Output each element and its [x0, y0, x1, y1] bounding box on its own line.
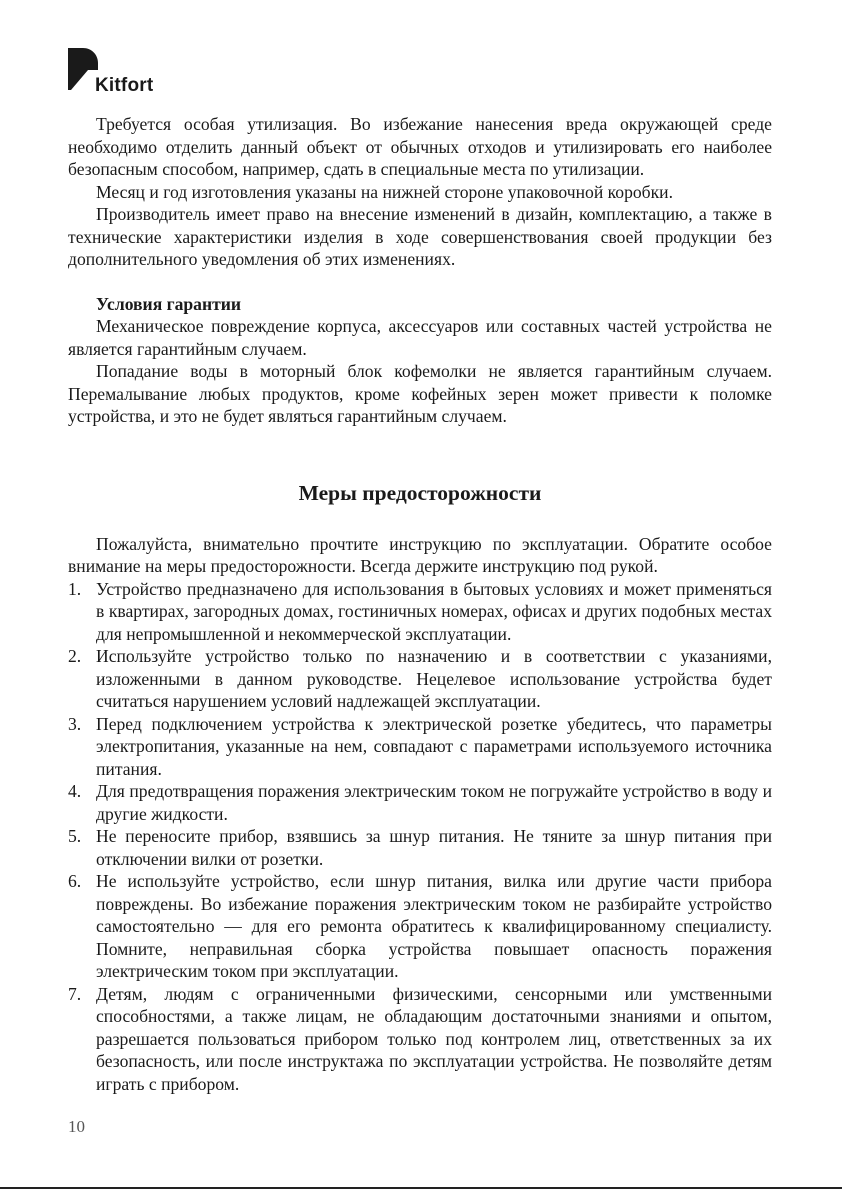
- list-item-number: 2.: [68, 646, 82, 666]
- section-title: Меры предосторожности: [298, 480, 542, 505]
- list-item: [68, 713, 772, 781]
- list-item-text: Используйте устройство только по назначению и в соответствии с указаниями, изложенными в данном руководстве. Нецелевое использование устройства будет считаться нарушением условий надлежащей эксплуатации.: [96, 646, 772, 711]
- list-item: [68, 578, 772, 646]
- bottom-divider: [0, 1187, 842, 1189]
- warranty-paragraph: Попадание воды в моторный блок кофемолки не является гарантийным случаем. Перемалывание любых продуктов, кроме кофейных зерен может привести к поломке устройства, и это не будет являться гарантийным случаем.: [68, 361, 772, 426]
- kitfort-logo-icon: [68, 48, 98, 98]
- brand-logo: [68, 48, 208, 98]
- list-item-number: 1.: [68, 578, 82, 599]
- page-content: [68, 113, 772, 1095]
- intro-paragraph: Производитель имеет право на внесение изменений в дизайн, комплектацию, а также в технические характеристики изделия в ходе совершенствования своей продукции без дополнительного уведомления об этих изменениях.: [68, 204, 772, 269]
- brand-name: Kitfort: [95, 75, 154, 96]
- intro-paragraph: Требуется особая утилизация. Во избежание нанесения вреда окружающей среде необходимо отделить данный объект от обычных отходов и утилизировать его наиболее безопасным способом, например, сдать в специальные места по утилизации.: [68, 114, 772, 179]
- list-item: [68, 825, 772, 870]
- precautions-list: [68, 578, 772, 1096]
- intro-paragraph: Месяц и год изготовления указаны на нижней стороне упаковочной коробки.: [96, 181, 673, 202]
- list-item-text: Перед подключением устройства к электрической розетке убедитесь, что параметры электропитания, указанные на нем, совпадают с параметрами используемого источника питания.: [96, 713, 772, 779]
- list-item-text: Детям, людям с ограниченными физическими, сенсорными или умственными способностями, а также лицам, не обладающим достаточными знаниями и опытом, разрешается пользоваться прибором только под контролем лиц, ответственных за их безопасность, или после инструктажа по эксплуатации устройства. Не позволяйте детям играть с прибором.: [96, 983, 772, 1094]
- page-number: 10: [68, 1117, 85, 1136]
- list-item-text: Не переносите прибор, взявшись за шнур питания. Не тяните за шнур питания при отключении вилки от розетки.: [96, 826, 772, 869]
- list-item: [68, 645, 772, 713]
- list-item: [68, 870, 772, 983]
- list-item-text: Для предотвращения поражения электрическим током не погружайте устройство в воду и другие жидкости.: [96, 781, 772, 824]
- list-item-text: Не используйте устройство, если шнур питания, вилка или другие части прибора повреждены. Во избежание поражения электрическим током не разбирайте устройство самостоятельно — для его ремонта обратитесь к квалифицированному специалисту. Помните, неправильная сборка устройства повышает опасность поражения электрическим током при эксплуатации.: [96, 871, 772, 981]
- list-item-number: 4.: [68, 781, 82, 801]
- list-item: [68, 983, 772, 1096]
- precautions-intro: Пожалуйста, внимательно прочтите инструкцию по эксплуатации. Обратите особое внимание на меры предосторожности. Всегда держите инструкцию под рукой.: [68, 533, 772, 576]
- list-item-text: Устройство предназначено для использования в бытовых условиях и может применяться в квартирах, загородных домах, гостиничных номерах, офисах и других подобных местах для непромышленной и некоммерческой эксплуатации.: [96, 578, 772, 644]
- list-item: [68, 780, 772, 825]
- list-item-number: 7.: [68, 983, 82, 1004]
- warranty-paragraph: Механическое повреждение корпуса, аксессуаров или составных частей устройства не является гарантийным случаем.: [68, 316, 772, 359]
- list-item-number: 3.: [68, 713, 82, 734]
- list-item-number: 5.: [68, 826, 82, 846]
- list-item-number: 6.: [68, 871, 82, 891]
- warranty-heading: Условия гарантии: [96, 293, 242, 314]
